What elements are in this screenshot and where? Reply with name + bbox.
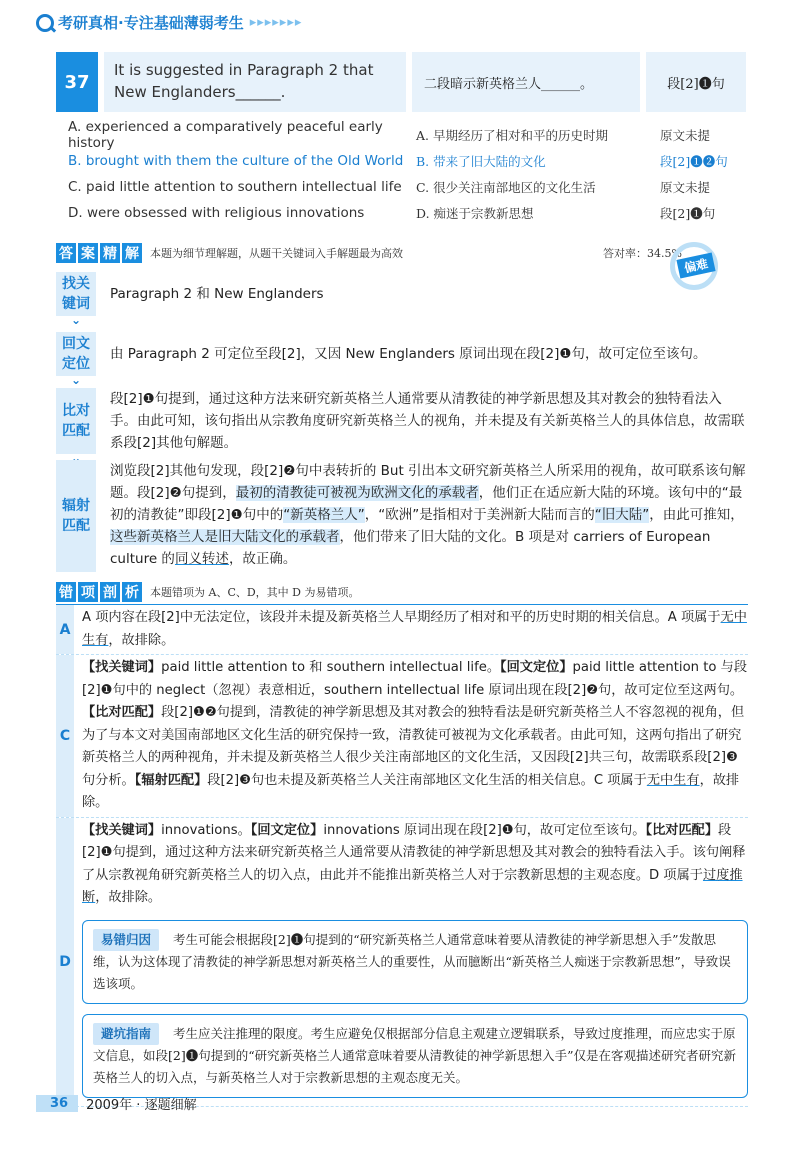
- running-header: [36, 12, 302, 33]
- tag-char: 精: [100, 243, 120, 263]
- option-d: [68, 200, 748, 226]
- underline: 无中生有: [646, 772, 700, 788]
- header-title: 考研真相·专注基础薄弱考生: [58, 14, 244, 32]
- step-text: Paragraph 2 和 New Englanders: [110, 286, 324, 302]
- wrong-heading: [56, 582, 746, 602]
- option-loc: 原文未提: [660, 180, 711, 195]
- question-row: [56, 52, 746, 112]
- text-run: innovations。: [161, 822, 251, 838]
- step-label: 比对匹配 ⌄: [56, 388, 96, 454]
- tag-char: 剖: [100, 582, 120, 602]
- step-text: [96, 460, 748, 572]
- avoid-pitfall-box: [82, 1014, 748, 1098]
- text-run: paid little attention to 与段[2]❶句中的 neglect（忽视）表意相近，southern intellectual life 原词出现在段[2]❷句，故可定位至这两句。: [82, 660, 748, 698]
- bracket-label: 【回文定位】: [250, 822, 324, 838]
- bracket-label: 【比对匹配】: [645, 822, 719, 838]
- wrong-row-a: [56, 605, 748, 655]
- question-stem-cn: 二段暗示新英格兰人______。: [412, 52, 640, 112]
- step-find-keywords: [56, 272, 748, 316]
- avoid-pitfall-tag: 避坑指南: [93, 1023, 159, 1045]
- tag-char: 案: [78, 243, 98, 263]
- highlight: 这些新英格兰人是旧大陆文化的承载者: [110, 529, 340, 545]
- text-run: 段[2]❶❷句提到，清教徒的神学新思想及其对教会的独特看法是研究新英格兰人不容忽视的视角，但为了与本文对美国南部地区文化生活的研究保持一致，清教徒可被视为文化承载者。由此可知，这两句指出了研究新英格兰人的两种视角，并未提及新英格兰人很少关注南部地区的文化生活，又因段[2]共三句，故需联系段[2]❸句分析。: [82, 705, 745, 788]
- wrong-tag: [56, 582, 142, 602]
- step-label: 找关键词 ⌄: [56, 272, 96, 316]
- bracket-label: 【找关键词】: [82, 660, 162, 675]
- option-loc: 原文未提: [660, 128, 711, 143]
- option-en: A. experienced a comparatively peaceful early history: [68, 119, 383, 151]
- search-logo-icon: [36, 14, 54, 32]
- wrong-options-table: [56, 604, 748, 1107]
- row-letter: C: [56, 655, 74, 817]
- option-cn: B. 带来了旧大陆的文化: [416, 154, 546, 169]
- tag-char: 项: [78, 582, 98, 602]
- header-arrows-icon: ▸▸▸▸▸▸▸: [249, 15, 303, 30]
- row-text: [74, 818, 748, 1106]
- analysis-tag: [56, 243, 142, 263]
- option-loc: 段[2]❶❷句: [660, 154, 728, 169]
- step-text: 段[2]❶句提到，通过这种方法来研究新英格兰人通常要从清教徒的神学新思想及其对教会的独特看法入手。由此可知，该句指出从宗教角度研究新英格兰人的视角，并未提及有关新英格兰人的具体信息，故需联系段[2]其他句解题。: [110, 391, 745, 451]
- text-run: ，故排除。: [108, 632, 175, 648]
- question-location: 段[2]❶句: [646, 52, 746, 112]
- row-letter: D: [56, 818, 74, 1106]
- step-label: 辐射匹配: [56, 460, 96, 572]
- step-compare: [56, 388, 748, 454]
- highlight: “新英格兰人”: [283, 507, 365, 523]
- text-run: ，“欧洲”是指相对于美洲新大陆而言的: [364, 507, 595, 523]
- highlight: 最初的清教徒可被视为欧洲文化的承载者: [235, 485, 479, 501]
- tag-char: 析: [122, 582, 142, 602]
- text-run: ，他们正在适应新大陆的环境。该句中的“最初的清教徒”即段[2]❶句中的: [110, 485, 743, 523]
- option-cn: A. 早期经历了相对和平的历史时期: [416, 128, 608, 143]
- analysis-note: 本题为细节理解题，从题干关键词入手解题最为高效: [150, 247, 403, 260]
- option-loc: 段[2]❶句: [660, 206, 716, 221]
- wrong-row-d: [56, 818, 748, 1107]
- underline: 无中生有: [82, 610, 747, 648]
- page-footer: [36, 1094, 197, 1113]
- option-a: [68, 119, 748, 151]
- text-run: innovations 原词出现在段[2]❶句，故可定位至该句。: [323, 822, 646, 838]
- text-run: ，故排除。: [95, 890, 162, 905]
- tip-text: 考生可能会根据段[2]❶句提到的“研究新英格兰人通常意味着要从清教徒的神学新思想入手”发散思维，认为这体现了清教徒的神学新思想对新英格兰人的重要性，从而臆断出“新英格兰人痴迷于宗教新思想”，导致误选该项。: [93, 931, 731, 991]
- underline: 同义转述: [174, 551, 229, 567]
- text-run: ，故正确。: [228, 551, 297, 567]
- text-run: paid little attention to 和 southern intellectual life。: [161, 660, 501, 675]
- option-en: C. paid little attention to southern intellectual life: [68, 179, 402, 195]
- option-c: [68, 174, 748, 200]
- question-stem-en: It is suggested in Paragraph 2 that New Englanders______.: [104, 52, 406, 112]
- text-run: ，由此可推知，: [649, 507, 744, 523]
- row-letter: A: [56, 605, 74, 654]
- text-run: A 项内容在段[2]中无法定位，该段并未提及新英格兰人早期经历了相对和平的历史时期的相关信息。A 项属于: [82, 610, 721, 625]
- text-run: 浏览段[2]其他句发现，段[2]❷句中表转折的 But 引出本文研究新英格兰人所采用的视角，故可联系该句解题。段[2]❷句提到，: [110, 463, 746, 501]
- error-cause-tag: 易错归因: [93, 929, 159, 951]
- footer-text: 2009年 · 逐题细解: [86, 1098, 197, 1113]
- tag-char: 解: [122, 243, 142, 263]
- options-list: [68, 119, 748, 226]
- wrong-note: 本题错项为 A、C、D，其中 D 为易错项。: [150, 586, 360, 599]
- option-cn: D. 痴迷于宗教新思想: [416, 206, 534, 221]
- underline: 过度推断: [82, 867, 743, 905]
- wrong-row-c: [56, 655, 748, 818]
- row-text: [74, 605, 748, 654]
- text-run: 段[2]❶句提到，通过这种方法来研究新英格兰人通常要从清教徒的神学新思想及其对教会的独特看法入手。该句阐释了从宗教视角研究新英格兰人的切入点，由此并不能推出新英格兰人对于宗教新思想的主观态度。D 项属于: [82, 822, 746, 883]
- bracket-label: 【回文定位】: [500, 660, 573, 675]
- row-text: [74, 655, 748, 817]
- step-label: 回文定位 ⌄: [56, 332, 96, 376]
- tag-char: 错: [56, 582, 76, 602]
- bracket-label: 【比对匹配】: [82, 705, 162, 720]
- step-text: 由 Paragraph 2 可定位至段[2]，又因 New Englanders 原词出现在段[2]❶句，故可定位至该句。: [110, 346, 707, 362]
- bracket-label: 【找关键词】: [82, 822, 162, 838]
- error-cause-box: [82, 920, 748, 1004]
- question-number: 37: [56, 52, 98, 112]
- step-locate: [56, 332, 748, 376]
- difficulty-label: 偏难: [676, 252, 715, 278]
- highlight: “旧大陆”: [594, 507, 650, 523]
- text-run: ，他们带来了旧大陆的文化。B 项是对 carriers of European culture 的: [110, 529, 711, 567]
- tag-char: 答: [56, 243, 76, 263]
- text-run: 段[2]❸句也未提及新英格兰人关注南部地区文化生活的相关信息。C 项属于: [207, 772, 647, 788]
- page-number: 36: [36, 1095, 78, 1112]
- text-run: ，故排除。: [82, 772, 740, 810]
- correct-rate: 答对率：34.5%: [603, 247, 682, 260]
- tip-text: 考生应关注推理的限度。考生应避免仅根据部分信息主观建立逻辑联系，导致过度推理，而应忠实于原文信息，如段[2]❶句提到的“研究新英格兰人通常意味着要从清教徒的神学新思想入手”仅是在客观描述研究者研究新英格兰人的切入点，与新英格兰人对于宗教新思想的主观态度无关。: [93, 1025, 736, 1085]
- option-b-correct: [68, 148, 748, 174]
- analysis-heading: [56, 243, 746, 263]
- bracket-label: 【辐射匹配】: [134, 772, 208, 788]
- option-cn: C. 很少关注南部地区的文化生活: [416, 180, 596, 195]
- option-en: B. brought with them the culture of the Old World: [68, 153, 404, 169]
- step-radiate: [56, 460, 748, 572]
- option-en: D. were obsessed with religious innovations: [68, 205, 365, 221]
